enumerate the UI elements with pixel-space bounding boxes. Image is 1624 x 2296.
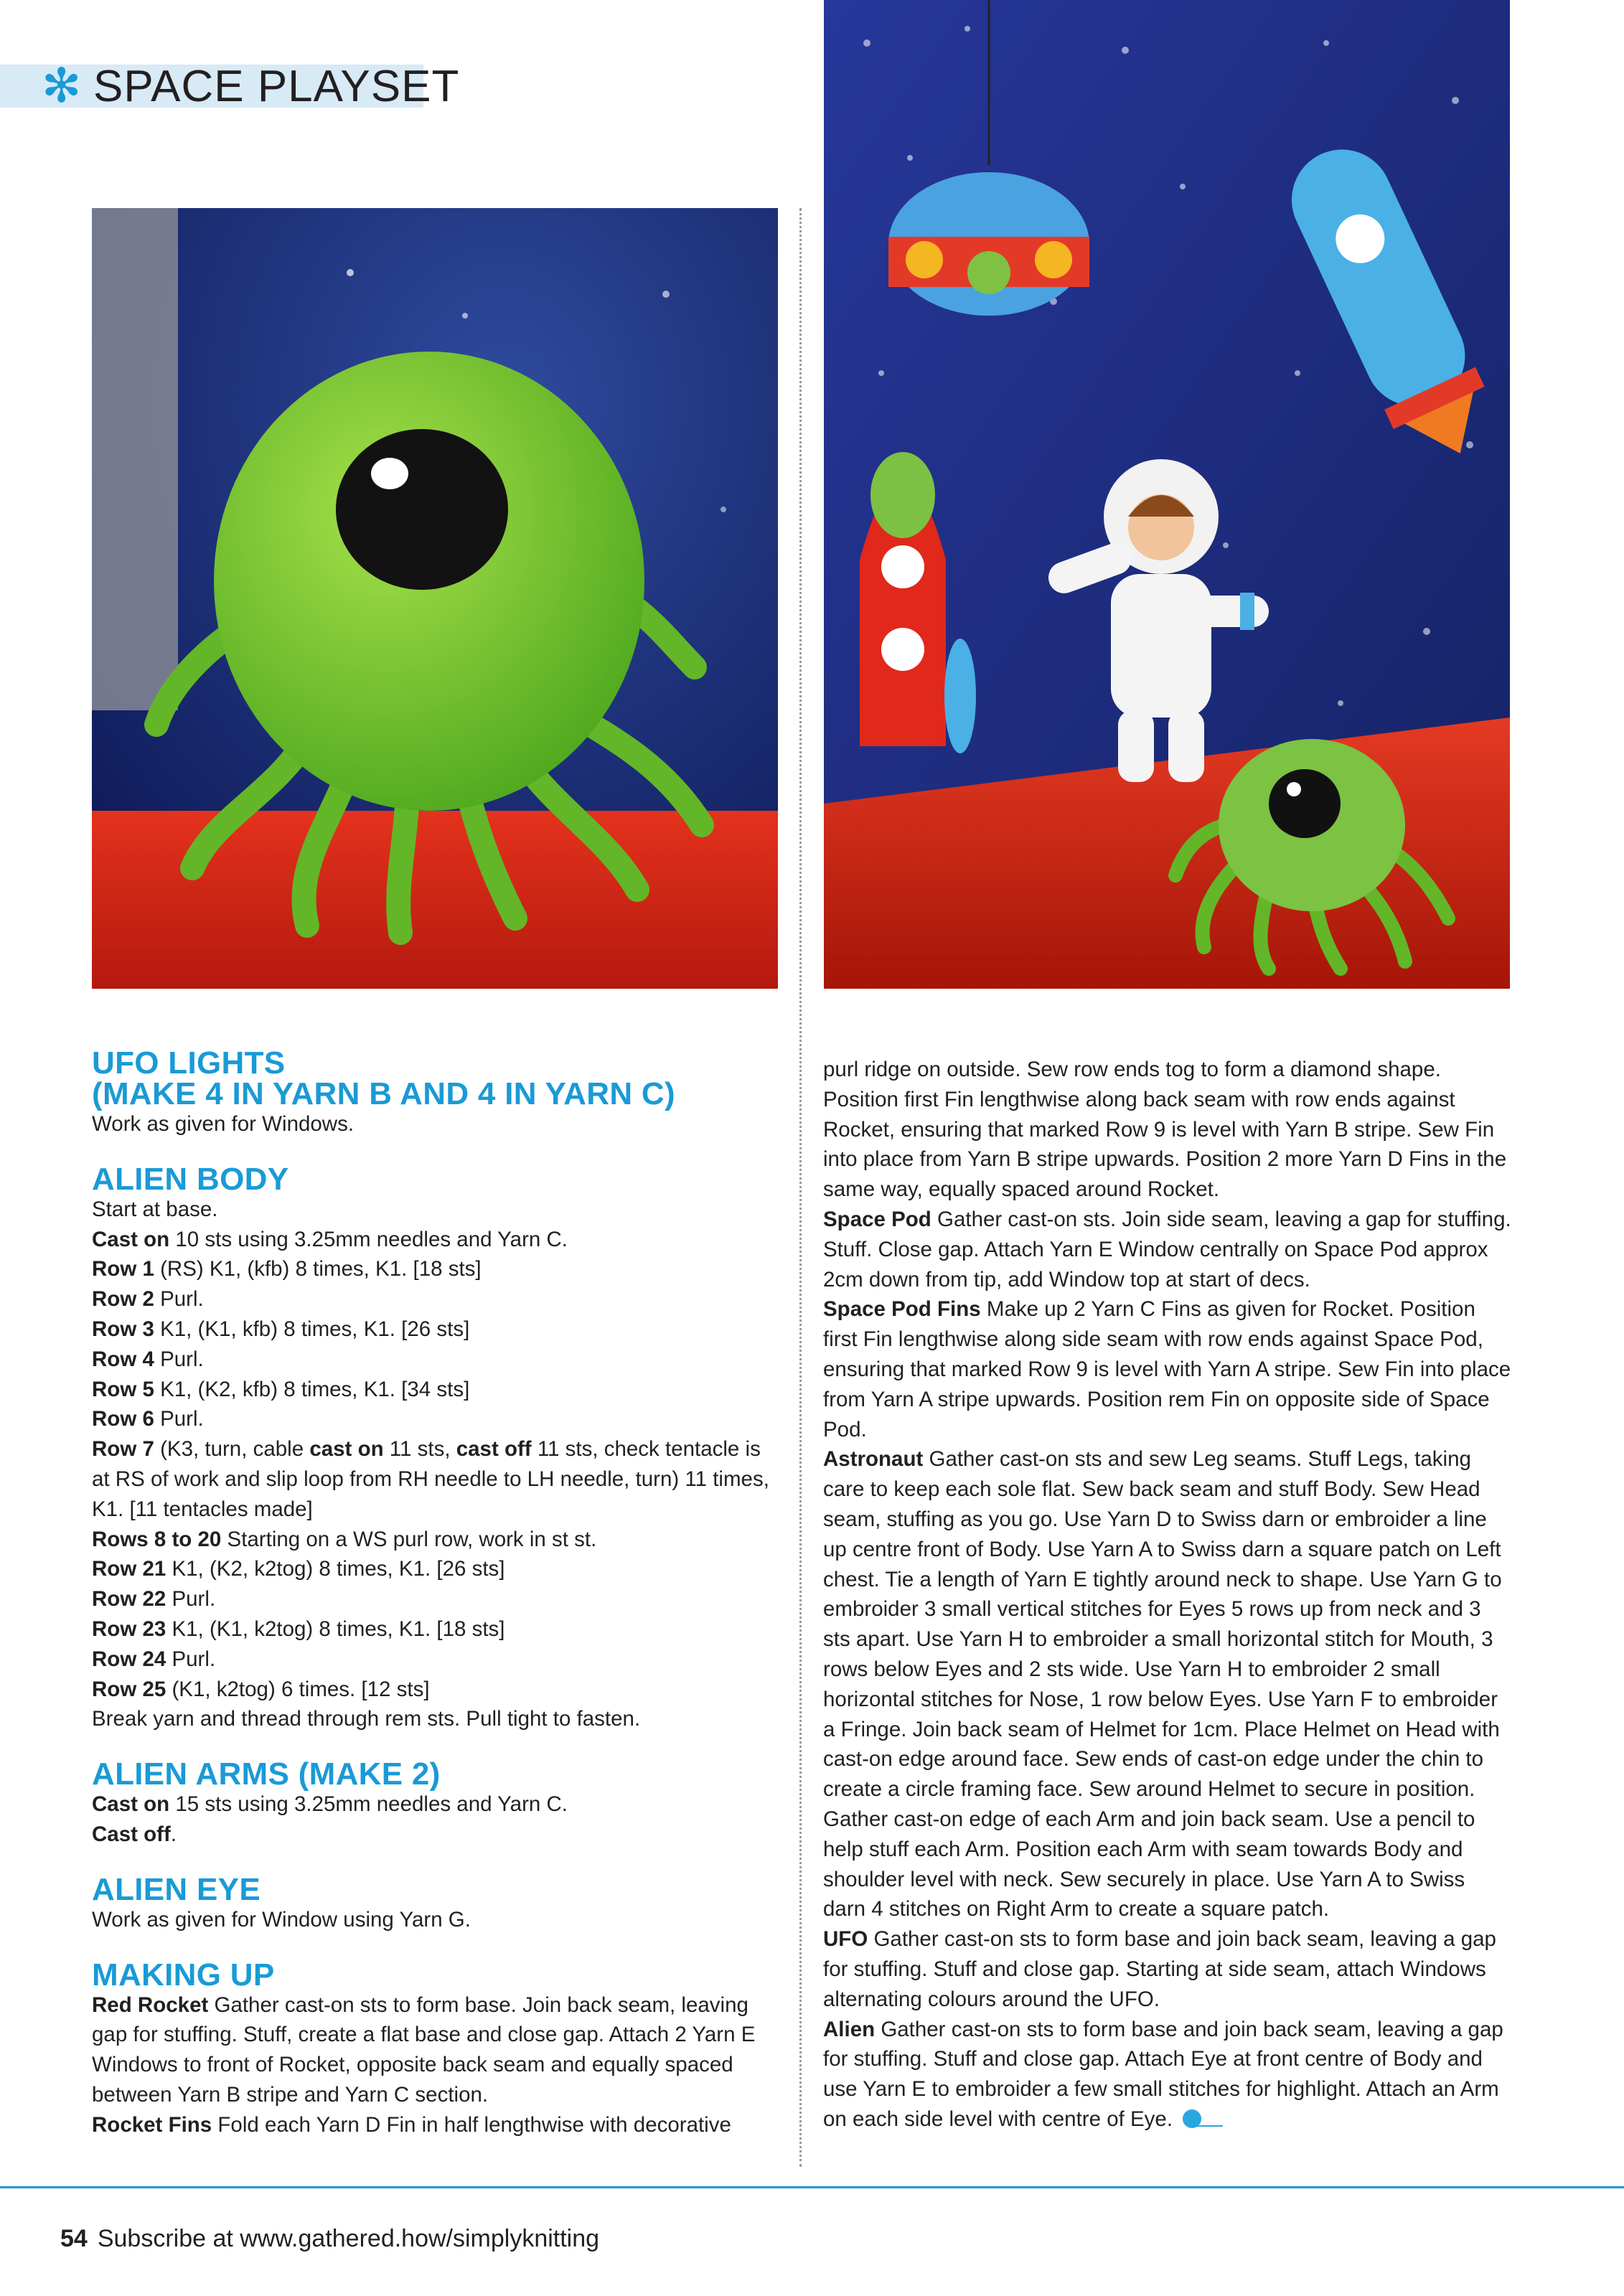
row-text: (K1, k2tog) 6 times. [12 sts] — [166, 1677, 430, 1701]
row-text: Purl. — [166, 1647, 216, 1671]
pattern-row — [92, 1675, 781, 1705]
right-column — [823, 1055, 1512, 2135]
pattern-row — [92, 1584, 781, 1614]
paragraph-text: Gather cast-on sts to form base and join back seam, leaving a gap for stuffing. Stuff and close gap. Starting at side seam, attach Windows alternating colours around the UFO. — [823, 1927, 1496, 2011]
red-rocket-paragraph — [92, 1990, 781, 2110]
space-pod-paragraph — [823, 1205, 1512, 1294]
alien-body-outro: Break yarn and thread through rem sts. Pull tight to fasten. — [92, 1707, 641, 1731]
alien-photo — [92, 208, 778, 989]
row-text: Purl. — [154, 1407, 204, 1431]
row-label: Row 6 — [92, 1407, 154, 1431]
alien-body-row-7 — [92, 1434, 781, 1524]
paragraph-text: Make up 2 Yarn C Fins as given for Rocket. Position first Fin lengthwise along side seam with row ends against Space Pod, ensuring that marked Row 9 is level with Yarn A stripe. Sew Fin into place from Yarn A stripe upwards. Position rem Fin on opposite side of Space Pod. — [823, 1297, 1511, 1441]
ufo-lights-heading-line1: UFO LIGHTS — [92, 1045, 286, 1081]
row-bold-term: cast on — [309, 1437, 384, 1462]
row-text: K1, (K2, kfb) 8 times, K1. [34 sts] — [154, 1377, 470, 1401]
row-text: Purl. — [154, 1287, 204, 1312]
ufo-lights-heading — [92, 1045, 781, 1111]
pattern-row — [92, 1404, 781, 1434]
making-up-heading: MAKING UP — [92, 1957, 275, 1992]
row-label: Row 7 — [92, 1437, 154, 1462]
pattern-row — [92, 1284, 781, 1314]
alien-arms-line1 — [92, 1789, 781, 1820]
rocket-fins-paragraph — [92, 2110, 781, 2140]
pattern-row — [92, 1225, 781, 1255]
row-text: Purl. — [166, 1587, 216, 1612]
playset-photo — [824, 0, 1510, 989]
ufo-lights-heading-line2: (MAKE 4 IN YARN B AND 4 IN YARN C) — [92, 1076, 675, 1111]
row-label: Row 3 — [92, 1317, 154, 1341]
pattern-row — [92, 1614, 781, 1645]
row-text: . — [170, 1822, 177, 1846]
row-text: Purl. — [154, 1347, 204, 1371]
pattern-row — [92, 1554, 781, 1584]
row-text: 15 sts using 3.25mm needles and Yarn C. — [169, 1792, 568, 1817]
row-label: Row 24 — [92, 1647, 166, 1671]
alien-arms-heading: ALIEN ARMS (MAKE 2) — [92, 1756, 441, 1792]
alien-body-section — [92, 1161, 781, 1734]
row-label: Cast on — [92, 1227, 170, 1251]
alien-body-rows-after — [92, 1525, 781, 1705]
pattern-row — [92, 1345, 781, 1375]
row-label: Rows 8 to 20 — [92, 1527, 222, 1551]
alien-eye-text: Work as given for Window using Yarn G. — [92, 1907, 471, 1932]
page-footer — [60, 2224, 599, 2253]
yarn-ball-icon — [1183, 2109, 1201, 2128]
paragraph-text: Gather cast-on sts and sew Leg seams. Stuff Legs, taking care to keep each sole flat. Sew back seam and stuff Body. Sew Head seam, stuffing as you go. Use Yarn D to Swiss darn or embroider a line up centre front of Body. Use Yarn A to Swiss darn a square patch on Left chest. Tie a length of Yarn E tightly around neck to shape. Use Yarn G to embroider 3 small vertical stitches for Eyes 5 rows up from neck and 3 sts apart. Use Yarn H to embroider a small horizontal stitch for Mouth, 3 rows below Eyes and 2 sts wide. Use Yarn H to embroider 2 small horizontal stitches for Nose, 1 row below Eyes. Use Yarn F to embroider a Fringe. Join back seam of Helmet for 1cm. Place Helmet on Head with cast-on edge around face. Sew ends of cast-on edge under the chin to create a circle framing face. Sew around Helmet to secure in position. Gather cast-on edge of each Arm and join back seam. Use a pencil to help stuff each Arm. Position each Arm with seam towards Body and shoulder level with neck. Sew securely in place. Use Yarn A to Swiss darn 4 stitches on Right Arm to create a square patch. — [823, 1447, 1502, 1921]
row-text: 11 sts, — [383, 1437, 456, 1462]
row-label: Row 5 — [92, 1377, 154, 1401]
row-bold-term: cast off — [456, 1437, 532, 1462]
alien-body-heading: ALIEN BODY — [92, 1161, 289, 1197]
pattern-row — [92, 1645, 781, 1675]
ufo-lights-section — [92, 1045, 781, 1139]
paragraph-text: Fold each Yarn D Fin in half lengthwise with decorative — [212, 2112, 731, 2137]
paragraph-label: Rocket Fins — [92, 2112, 212, 2137]
row-text: Starting on a WS purl row, work in st st. — [221, 1527, 597, 1551]
alien-arms-line2 — [92, 1820, 781, 1850]
paragraph-label: Astronaut — [823, 1447, 924, 1472]
making-up-section — [92, 1959, 781, 2140]
footer-rule — [0, 2186, 1624, 2188]
row-text: 10 sts using 3.25mm needles and Yarn C. — [169, 1227, 568, 1251]
alien-body-rows — [92, 1225, 781, 1435]
alien-body-intro: Start at base. — [92, 1197, 218, 1221]
paragraph-label: Space Pod Fins — [823, 1297, 981, 1322]
pattern-row — [92, 1375, 781, 1405]
pattern-row — [92, 1525, 781, 1555]
row-label: Row 2 — [92, 1287, 154, 1312]
column-divider — [799, 208, 802, 2167]
row-text: (K3, turn, cable — [154, 1437, 310, 1462]
rocket-fins-continued: purl ridge on outside. Sew row ends tog to form a diamond shape. Position first Fin lengthwise along back seam with row ends against Rocket, ensuring that marked Row 9 is level with Yarn B stripe. Sew Fin into place from Yarn B stripe upwards. Position 2 more Yarn D Fins in the same way, equally spaced around Rocket. — [823, 1058, 1507, 1202]
pattern-row — [92, 1314, 781, 1345]
alien-eye-section — [92, 1871, 781, 1935]
page-number: 54 — [60, 2225, 88, 2252]
row-text: K1, (K1, k2tog) 8 times, K1. [18 sts] — [166, 1617, 505, 1641]
alien-paragraph — [823, 2015, 1512, 2135]
row-label: Row 23 — [92, 1617, 166, 1641]
row-label: Row 4 — [92, 1347, 154, 1371]
row-label: Row 1 — [92, 1257, 154, 1281]
paragraph-label: Alien — [823, 2017, 876, 2041]
ufo-lights-text: Work as given for Windows. — [92, 1112, 355, 1136]
row-text: (RS) K1, (kfb) 8 times, K1. [18 sts] — [154, 1257, 482, 1281]
pattern-row — [92, 1254, 781, 1284]
paragraph-label: Space Pod — [823, 1207, 931, 1231]
paragraph-label: UFO — [823, 1927, 868, 1952]
row-label: Row 25 — [92, 1677, 166, 1701]
row-text: 11 sts, check tentacle is at RS of work and slip loop from RH needle to LH needle, turn) 11 times, K1. [11 tentacles made] — [92, 1437, 769, 1521]
paragraph-label: Red Rocket — [92, 1992, 209, 2017]
paragraph-text: Gather cast-on sts to form base and join back seam, leaving a gap for stuffing. Stuff and close gap. Attach Eye at front centre of Body and use Yarn E to embroider a few small stitches for highlight. Attach an Arm on each side level with centre of Eye. — [823, 2017, 1503, 2131]
space-pod-fins-paragraph — [823, 1294, 1512, 1444]
section-header — [0, 59, 460, 112]
alien-arms-section — [92, 1756, 781, 1850]
row-text: K1, (K2, k2tog) 8 times, K1. [26 sts] — [166, 1557, 505, 1581]
row-label: Cast off — [92, 1822, 171, 1846]
astronaut-paragraph — [823, 1444, 1512, 1924]
section-title: SPACE PLAYSET — [93, 62, 460, 111]
row-label: Row 22 — [92, 1587, 166, 1612]
row-text: K1, (K1, kfb) 8 times, K1. [26 sts] — [154, 1317, 470, 1341]
paragraph-text: Gather cast-on sts to form base. Join back seam, leaving gap for stuffing. Stuff, create a flat base and close gap. Attach 2 Yarn E Windows to front of Rocket, opposite back seam and equally spaced between Yarn B stripe and Yarn C section. — [92, 1992, 756, 2107]
asterisk-flower-icon: ✻ — [42, 59, 82, 112]
paragraph-text: Gather cast-on sts. Join side seam, leaving a gap for stuffing. Stuff. Close gap. Attach Yarn E Window centrally on Space Pod approx 2cm down from tip, add Window top at start of decs. — [823, 1207, 1511, 1292]
subscribe-link[interactable]: Subscribe at www.gathered.how/simplyknitting — [97, 2225, 600, 2252]
ufo-paragraph — [823, 1924, 1512, 2014]
left-column — [92, 1045, 781, 2165]
row-label: Cast on — [92, 1792, 170, 1817]
alien-eye-heading: ALIEN EYE — [92, 1871, 261, 1907]
row-label: Row 21 — [92, 1557, 166, 1581]
